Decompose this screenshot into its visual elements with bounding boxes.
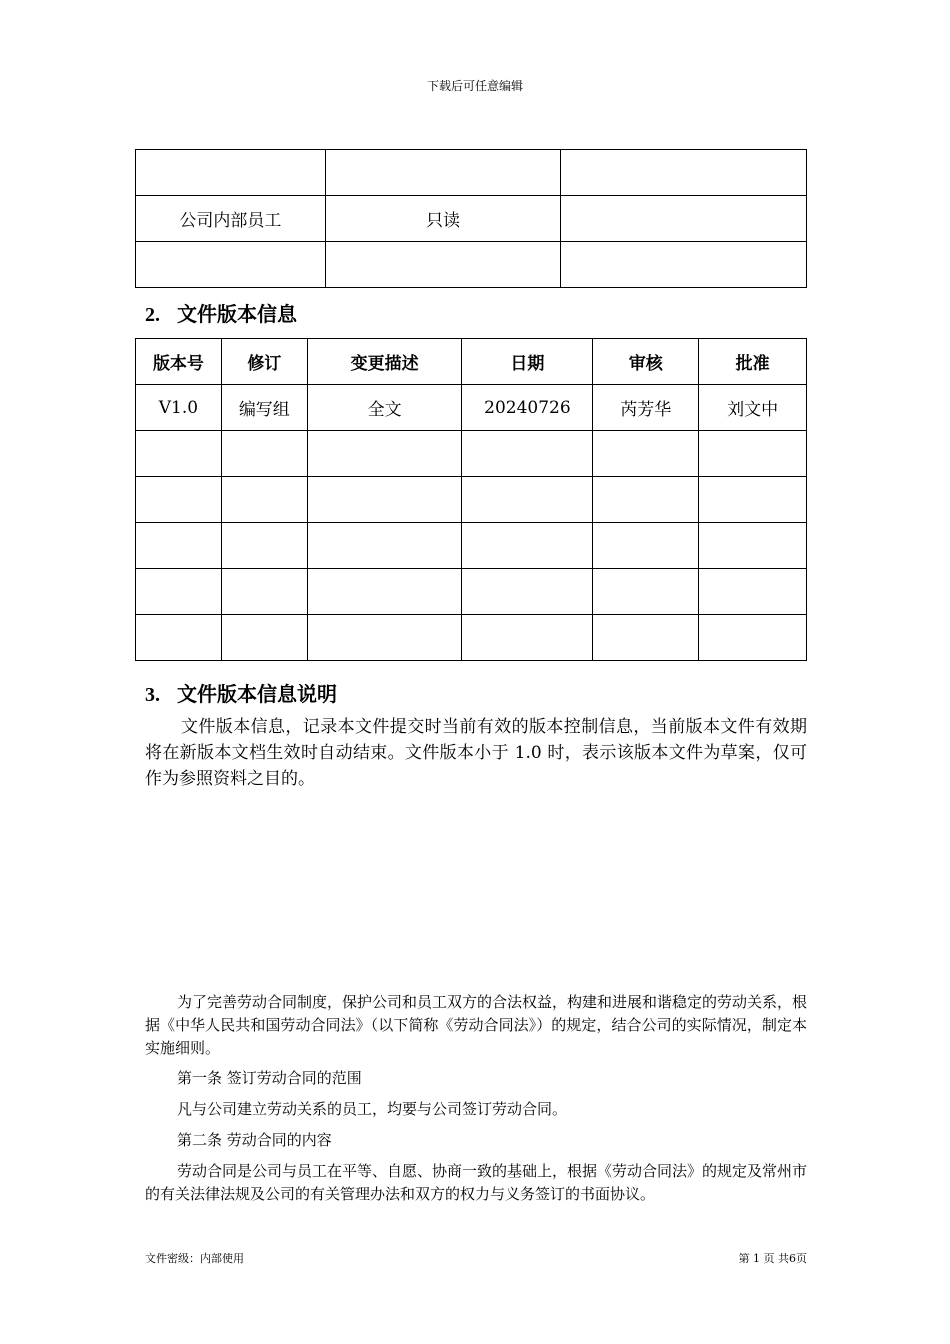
table-cell <box>462 569 593 615</box>
version-info-table <box>135 338 807 661</box>
column-header: 变更描述 <box>307 339 462 385</box>
table-cell: V1.0 <box>136 385 222 431</box>
table-row <box>136 242 807 288</box>
table-row <box>136 385 807 431</box>
table-cell <box>699 431 807 477</box>
section-number: 2. <box>145 304 160 326</box>
table-row <box>136 477 807 523</box>
table-cell <box>699 523 807 569</box>
table-cell: 编写组 <box>221 385 307 431</box>
column-header: 版本号 <box>136 339 222 385</box>
table-cell <box>307 523 462 569</box>
table-cell <box>221 615 307 661</box>
table-cell: 公司内部员工 <box>136 196 326 242</box>
table-cell <box>593 477 699 523</box>
article-1-text: 凡与公司建立劳动关系的员工，均要与公司签订劳动合同。 <box>177 1100 568 1118</box>
access-permission-table <box>135 149 807 288</box>
footer-page-number: 第 1 页 共6页 <box>738 1252 807 1265</box>
page-header-note: 下载后可任意编辑 <box>426 79 523 93</box>
table-cell: 全文 <box>307 385 462 431</box>
table-cell <box>136 150 326 196</box>
table-cell <box>307 477 462 523</box>
table-row <box>136 196 807 242</box>
table-cell <box>593 615 699 661</box>
table-cell <box>699 615 807 661</box>
article-2-title: 第二条 劳动合同的内容 <box>177 1131 332 1149</box>
table-header-row <box>136 339 807 385</box>
table-cell <box>136 569 222 615</box>
table-cell <box>307 431 462 477</box>
table-cell <box>462 523 593 569</box>
column-header: 审核 <box>593 339 699 385</box>
table-cell <box>136 242 326 288</box>
table-cell <box>593 523 699 569</box>
section-title: 文件版本信息说明 <box>177 682 337 706</box>
table-cell <box>136 477 222 523</box>
version-description-paragraph: 文件版本信息，记录本文件提交时当前有效的版本控制信息，当前版本文件有效期将在新版本文档生效时自动结束。文件版本小于 1.0 时，表示该版本文件为草案，仅可作为参照资料之目的。 <box>145 717 807 789</box>
table-cell: 20240726 <box>462 385 593 431</box>
table-cell <box>462 615 593 661</box>
table-cell <box>221 431 307 477</box>
table-cell <box>136 615 222 661</box>
footer-classification: 文件密级：内部使用 <box>145 1252 244 1265</box>
column-header: 修订 <box>221 339 307 385</box>
table-cell <box>325 242 561 288</box>
table-cell: 刘文中 <box>699 385 807 431</box>
intro-paragraph: 为了完善劳动合同制度，保护公司和员工双方的合法权益，构建和进展和谐稳定的劳动关系，根据《中华人民共和国劳动合同法》（以下简称《劳动合同法》）的规定，结合公司的实际情况，制定本实施细则。 <box>145 993 808 1057</box>
section-title: 文件版本信息 <box>177 302 297 326</box>
table-cell <box>561 150 807 196</box>
section-heading-version-info <box>145 298 297 327</box>
table-cell: 芮芳华 <box>593 385 699 431</box>
table-cell <box>221 477 307 523</box>
table-cell <box>593 431 699 477</box>
table-row <box>136 431 807 477</box>
section-heading-version-description <box>145 678 337 707</box>
table-cell <box>593 569 699 615</box>
table-cell <box>325 150 561 196</box>
table-row <box>136 150 807 196</box>
column-header: 批准 <box>699 339 807 385</box>
table-cell <box>136 523 222 569</box>
table-cell <box>307 569 462 615</box>
table-row <box>136 523 807 569</box>
table-cell: 只读 <box>325 196 561 242</box>
table-cell <box>221 523 307 569</box>
table-row <box>136 615 807 661</box>
article-1-title: 第一条 签订劳动合同的范围 <box>177 1069 362 1087</box>
table-cell <box>699 477 807 523</box>
table-cell <box>136 431 222 477</box>
table-cell <box>462 431 593 477</box>
table-cell <box>462 477 593 523</box>
table-row <box>136 569 807 615</box>
article-2-text: 劳动合同是公司与员工在平等、自愿、协商一致的基础上，根据《劳动合同法》的规定及常州市的有关法律法规及公司的有关管理办法和双方的权力与义务签订的书面协议。 <box>145 1162 808 1203</box>
section-number: 3. <box>145 684 160 706</box>
table-cell <box>561 196 807 242</box>
table-cell <box>221 569 307 615</box>
table-cell <box>307 615 462 661</box>
table-cell <box>699 569 807 615</box>
column-header: 日期 <box>462 339 593 385</box>
table-cell <box>561 242 807 288</box>
